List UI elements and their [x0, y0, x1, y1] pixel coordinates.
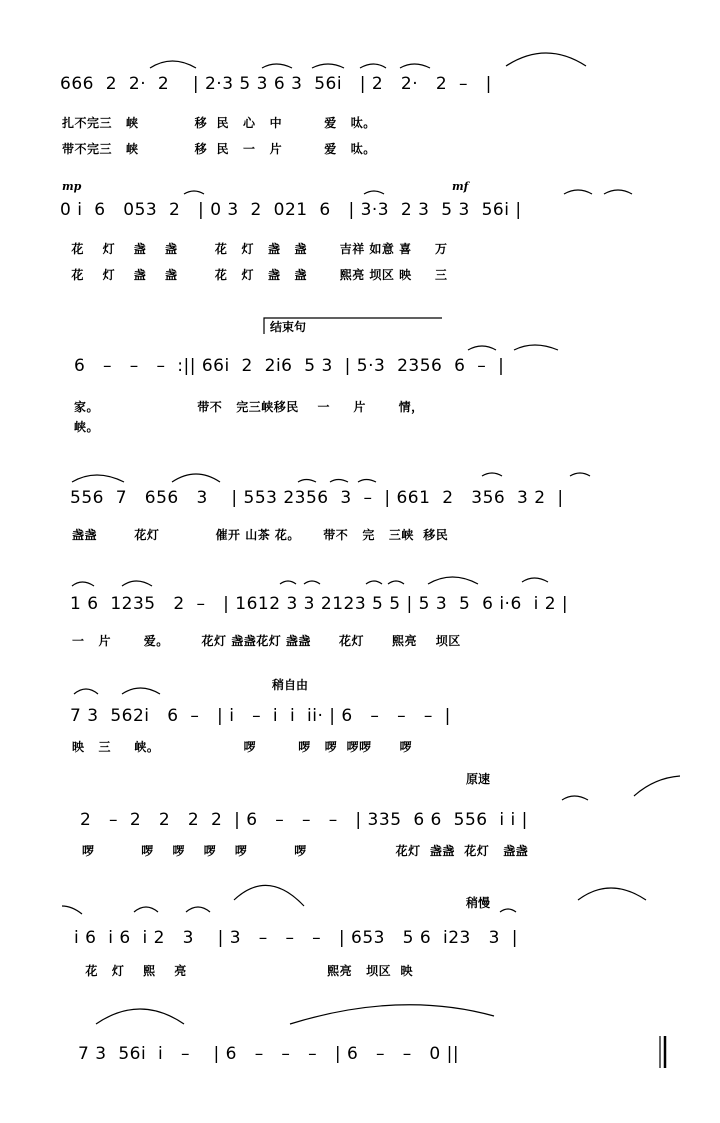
score-row-4-lyrics-1: 盏盏 花灯 催开 山茶 花。 带不 完 三峡 移民: [72, 528, 449, 542]
score-row-1-notes: 666 2 2· 2 | 2·3 5 3 6 3 56i | 2 2· 2 – |: [60, 74, 492, 94]
score-row-2-notes: 0 i 6 053 2 | 0 3 2 021 6 | 3·3 2 3 5 3 56i |: [60, 200, 522, 220]
score-row-7-lyrics-1: 啰 啰 啰 啰 啰 啰 花灯 盏盏 花灯 盏盏: [82, 844, 529, 858]
score-row-9-notes: 7 3 56i i – | 6 – – – | 6 – – 0 ||: [78, 1044, 460, 1064]
score-row-5-notes: 1 6 1235 2 – | 1612 3 3 2123 5 5 | 5 3 5 6 i·6 i 2 |: [70, 594, 569, 614]
score-row-6-lyrics-1: 映 三 峡。 啰 啰 啰 啰啰 啰: [72, 740, 413, 754]
dynamic-mf: mf: [452, 180, 469, 193]
score-row-3-lyrics-2: 峡。: [74, 420, 100, 434]
dynamic-mp: mp: [62, 180, 82, 193]
score-row-3-notes: 6 – – – :|| 66i 2 2i6 5 3 | 5·3 2356 6 – |: [74, 356, 505, 376]
score-row-4-notes: 556 7 656 3 | 553 2356 3 – | 661 2 356 3 2 |: [70, 488, 564, 508]
score-row-8-lyrics-1: 花 灯 熙 亮 熙亮 坝区 映: [76, 964, 414, 978]
score-row-8-notes: i 6 i 6 i 2 3 | 3 – – – | 653 5 6 i23 3 |: [74, 928, 518, 948]
score-row-5-lyrics-1: 一 片 爱。 花灯 盏盏花灯 盏盏 花灯 熙亮 坝区: [72, 634, 461, 648]
score-row-1-lyrics-2: 带不完三 峡 移 民 一 片 爱 呔。: [62, 142, 376, 156]
score-row-7-notes: 2 – 2 2 2 2 | 6 – – – | 335 6 6 556 i i |: [80, 810, 528, 830]
score-row-1-lyrics-1: 扎不完三 峡 移 民 心 中 爱 呔。: [62, 116, 376, 130]
caption-somewhat-free: 稍自由: [272, 678, 309, 692]
score-row-6-notes: 7 3 562i 6 – | i – i i ii· | 6 – – – |: [70, 706, 451, 726]
caption-slightly-slower: 稍慢: [466, 896, 491, 910]
score-row-3-lyrics-1: 家。 带不 完三峡移民 一 片 情，: [74, 400, 424, 414]
caption-original-tempo: 原速: [466, 772, 491, 786]
score-row-2-lyrics-2: 花 灯 盏 盏 花 灯 盏 盏 熙亮 坝区 映 三: [62, 268, 448, 282]
score-row-2-lyrics-1: 花 灯 盏 盏 花 灯 盏 盏 吉祥 如意 喜 万: [62, 242, 448, 256]
caption-ending-phrase: 结束句: [270, 320, 307, 334]
